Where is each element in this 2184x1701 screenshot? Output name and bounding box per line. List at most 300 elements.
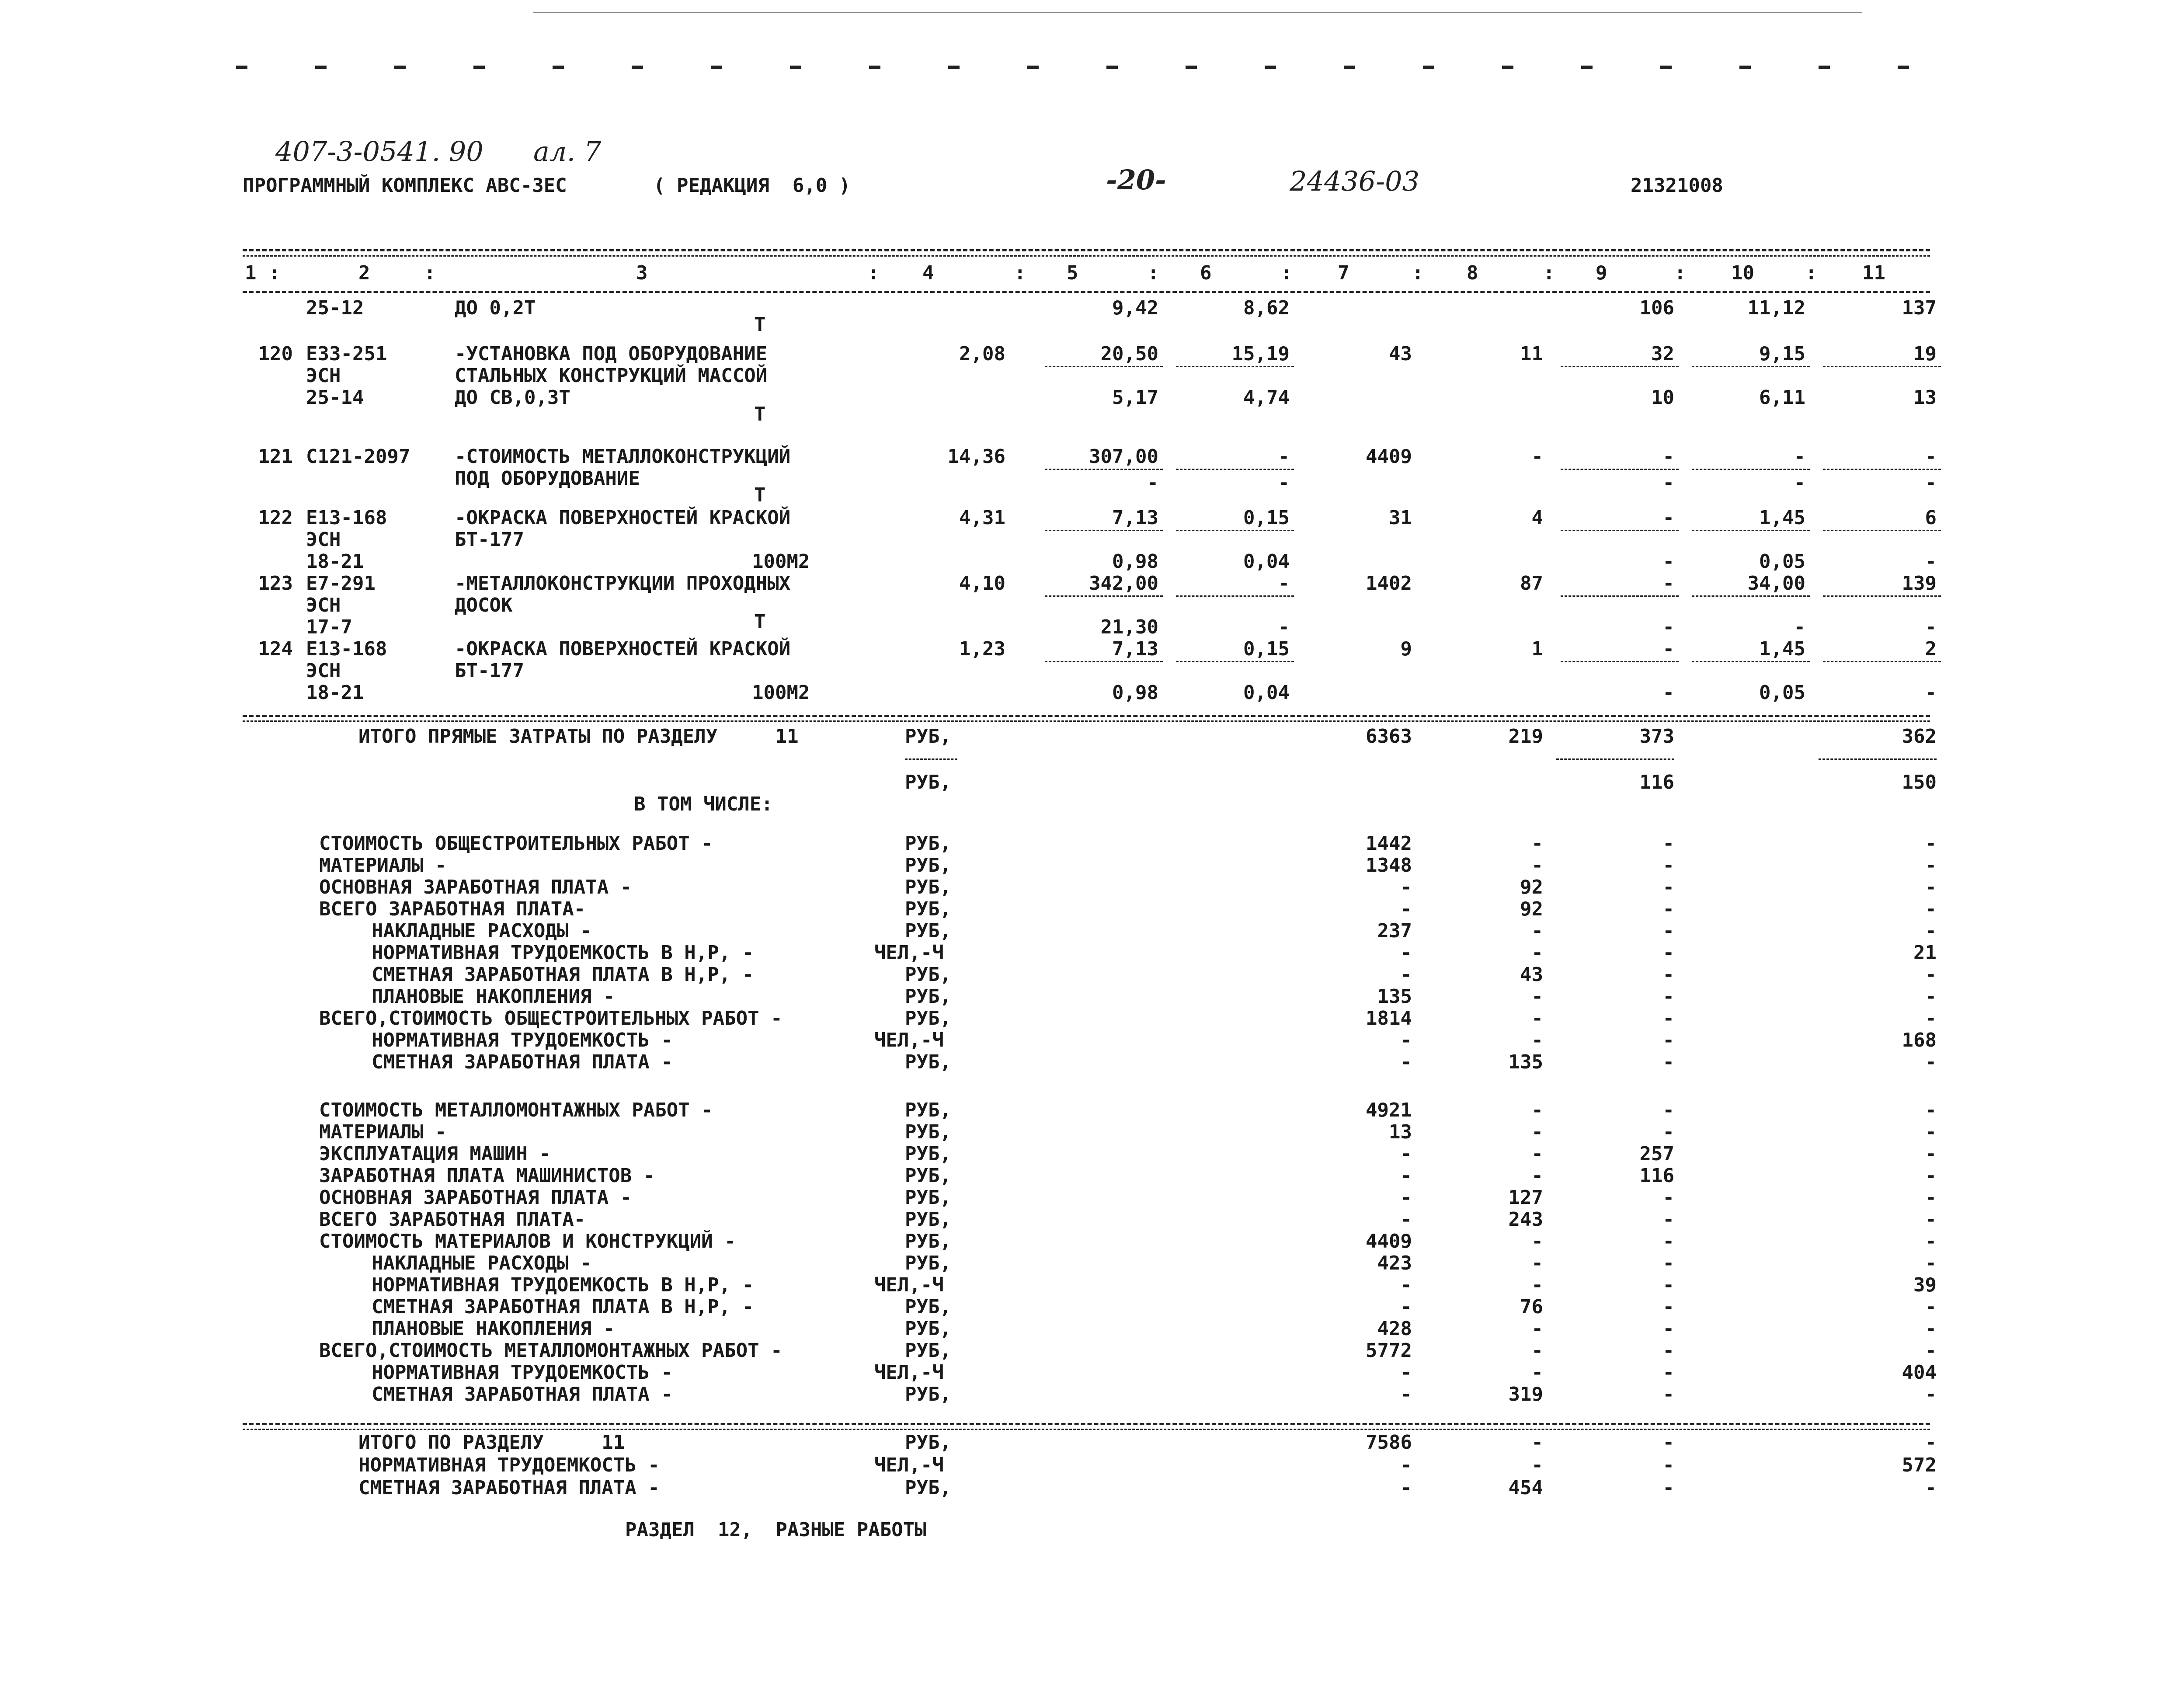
item-description: -СТОИМОСТЬ МЕТАЛЛОКОНСТРУКЦИЙ: [455, 445, 791, 468]
item-unit: Т: [754, 403, 766, 425]
summary-unit: РУБ,: [905, 1252, 951, 1274]
summary-cost: -: [1400, 1383, 1412, 1405]
item-code: ЭСН: [306, 594, 341, 616]
perforation-dash: [632, 66, 643, 69]
summary-label: МАТЕРИАЛЫ -: [319, 854, 447, 877]
summary-label: ВСЕГО,СТОИМОСТЬ МЕТАЛЛОМОНТАЖНЫХ РАБОТ -: [319, 1339, 782, 1362]
summary-cost: -: [1400, 1274, 1412, 1296]
top-edge-line: [533, 12, 1862, 13]
summary-machine: 116: [1639, 1165, 1674, 1187]
summary-labor: -: [1925, 854, 1937, 877]
summary-cost: 428: [1377, 1318, 1412, 1340]
section-total-unit: ЧЕЛ,-Ч: [874, 1454, 944, 1476]
summary-labor: 21: [1913, 942, 1937, 964]
item-number: 120: [258, 343, 293, 365]
summary-unit: РУБ,: [905, 1143, 951, 1165]
program-title: ПРОГРАММНЫЙ КОМПЛЕКС АВС-3ЕС: [243, 174, 567, 197]
item-unit-wage: 0,15: [1243, 507, 1290, 529]
item-unit-wage: 0,04: [1243, 550, 1290, 573]
section-total-wage: 454: [1508, 1477, 1543, 1499]
section-total-unit: РУБ,: [905, 1431, 951, 1454]
direct-costs-c8: 219: [1508, 725, 1543, 748]
summary-labor: -: [1925, 964, 1937, 986]
summary-labor: -: [1925, 1051, 1937, 1073]
summary-machine: -: [1662, 920, 1674, 942]
item-unit-wage: -: [1278, 572, 1290, 595]
perforation-dash: [1344, 66, 1355, 69]
summary-labor: -: [1925, 832, 1937, 855]
perforation-dash: [1898, 66, 1909, 69]
item-description: БТ-177: [455, 660, 524, 682]
summary-label: НОРМАТИВНАЯ ТРУДОЕМКОСТЬ В Н,Р, -: [372, 942, 754, 964]
summary-label: ОСНОВНАЯ ЗАРАБОТНАЯ ПЛАТА -: [319, 876, 632, 898]
summary-labor: -: [1925, 1208, 1937, 1231]
item-unit: Т: [754, 484, 766, 506]
item-quantity: 4,31: [959, 507, 1005, 529]
summary-unit: РУБ,: [905, 1186, 951, 1209]
summary-cost: 237: [1377, 920, 1412, 942]
item-labor-unit: 9,15: [1759, 343, 1805, 365]
summary-cost: -: [1400, 1051, 1412, 1073]
column-separator: :: [1412, 262, 1424, 284]
column-separator: :: [1674, 262, 1686, 284]
item-total-cost: 9: [1400, 638, 1412, 660]
summary-wage: 135: [1508, 1051, 1543, 1073]
summary-machine: -: [1662, 1051, 1674, 1073]
item-total-cost: 4409: [1366, 445, 1412, 468]
summary-machine: -: [1662, 854, 1674, 877]
item-labor-total: -: [1925, 682, 1937, 704]
summary-labor: -: [1925, 1143, 1937, 1165]
direct-costs-c9-underline: [1556, 758, 1674, 760]
summary-wage: -: [1531, 920, 1543, 942]
item-labor-unit: 11,12: [1747, 297, 1805, 319]
item-unit-cost: 5,17: [1112, 386, 1158, 409]
section-total-labor: -: [1925, 1431, 1937, 1454]
item-description: -ОКРАСКА ПОВЕРХНОСТЕЙ КРАСКОЙ: [455, 638, 791, 660]
item-unit-wage: 15,19: [1231, 343, 1290, 365]
item-number: 123: [258, 572, 293, 595]
summary-cost: -: [1400, 1165, 1412, 1187]
cell-underline: [1045, 366, 1163, 367]
summary-unit: РУБ,: [905, 1121, 951, 1143]
item-unit-cost: 21,30: [1100, 616, 1158, 638]
summary-machine: -: [1662, 1186, 1674, 1209]
item-description: -УСТАНОВКА ПОД ОБОРУДОВАНИЕ: [455, 343, 768, 365]
summary-unit: РУБ,: [905, 1383, 951, 1405]
item-labor-total: -: [1925, 550, 1937, 573]
perforation-dash: [790, 66, 801, 69]
summary-wage: -: [1531, 1274, 1543, 1296]
item-unit-cost: 20,50: [1100, 343, 1158, 365]
cell-underline: [1045, 469, 1163, 470]
summary-label: НАКЛАДНЫЕ РАСХОДЫ -: [372, 1252, 592, 1274]
item-total-wage: 11: [1520, 343, 1543, 365]
item-unit-wage: -: [1278, 445, 1290, 468]
summary-labor: -: [1925, 1007, 1937, 1030]
summary-labor: -: [1925, 876, 1937, 898]
summary-machine: -: [1662, 1339, 1674, 1362]
summary-labor: 39: [1913, 1274, 1937, 1296]
item-code: ЭСН: [306, 365, 341, 387]
summary-machine: -: [1662, 1208, 1674, 1231]
summary-machine: 257: [1639, 1143, 1674, 1165]
item-labor-unit: 1,45: [1759, 507, 1805, 529]
perforation-dash: [1265, 66, 1276, 69]
item-unit-cost: -: [1147, 472, 1158, 494]
perforation-dash: [1502, 66, 1513, 69]
summary-machine: -: [1662, 1121, 1674, 1143]
handwritten-doc-code: 407-3-0541. 90: [275, 136, 483, 167]
column-header-9: 9: [1596, 262, 1607, 284]
summary-label: НОРМАТИВНАЯ ТРУДОЕМКОСТЬ -: [372, 1361, 673, 1384]
summary-label: ВСЕГО ЗАРАБОТНАЯ ПЛАТА-: [319, 1208, 586, 1231]
direct-costs-label: ИТОГО ПРЯМЫЕ ЗАТРАТЫ ПО РАЗДЕЛУ 11: [358, 725, 799, 748]
summary-label: МАТЕРИАЛЫ -: [319, 1121, 447, 1143]
item-code: 25-14: [306, 386, 364, 409]
section-total-rule: [243, 1423, 1930, 1425]
summary-unit: ЧЕЛ,-Ч: [874, 942, 944, 964]
item-unit-wage: 0,15: [1243, 638, 1290, 660]
column-separator: :: [1014, 262, 1026, 284]
item-unit-wage: 4,74: [1243, 386, 1290, 409]
document-number: 21321008: [1631, 174, 1723, 197]
summary-unit: ЧЕЛ,-Ч: [874, 1274, 944, 1296]
summary-label: ВСЕГО,СТОИМОСТЬ ОБЩЕСТРОИТЕЛЬНЫХ РАБОТ -: [319, 1007, 782, 1030]
summary-machine: -: [1662, 1296, 1674, 1318]
perforation-dash: [553, 66, 564, 69]
item-unit-wage: -: [1278, 616, 1290, 638]
perforation-dash: [1660, 66, 1672, 69]
section-total-cost: -: [1400, 1477, 1412, 1499]
item-total-machine: -: [1662, 616, 1674, 638]
table-top-rule: [243, 249, 1930, 251]
summary-machine: -: [1662, 964, 1674, 986]
summary-cost: 13: [1389, 1121, 1412, 1143]
summary-unit: РУБ,: [905, 985, 951, 1008]
summary-cost: -: [1400, 898, 1412, 920]
item-code: 18-21: [306, 682, 364, 704]
item-description: БТ-177: [455, 529, 524, 551]
item-total-machine: -: [1662, 572, 1674, 595]
summary-machine: -: [1662, 1007, 1674, 1030]
perforation-dash: [1186, 66, 1197, 69]
item-code: 25-12: [306, 297, 364, 319]
section-total-labor: 572: [1902, 1454, 1937, 1476]
summary-labor: -: [1925, 1252, 1937, 1274]
cell-underline: [1045, 661, 1163, 662]
item-labor-unit: 34,00: [1747, 572, 1805, 595]
perforation-dash: [1423, 66, 1434, 69]
summary-labor: -: [1925, 1339, 1937, 1362]
summary-wage: -: [1531, 1165, 1543, 1187]
cell-underline: [1045, 530, 1163, 531]
perforation-dash: [869, 66, 880, 69]
handwritten-page-number: -20-: [1106, 164, 1166, 196]
summary-unit: РУБ,: [905, 1230, 951, 1252]
item-code: Е7-291: [306, 572, 376, 595]
summary-cost: 135: [1377, 985, 1412, 1008]
item-code: ЭСН: [306, 529, 341, 551]
summary-unit: РУБ,: [905, 1051, 951, 1073]
cell-underline: [1692, 661, 1810, 662]
direct-costs-unit-2: РУБ,: [905, 771, 951, 793]
summary-cost: -: [1400, 1361, 1412, 1384]
item-number: 124: [258, 638, 293, 660]
perforation-dash: [236, 66, 247, 69]
cell-underline: [1176, 661, 1294, 662]
column-header-8: 8: [1467, 262, 1478, 284]
item-total-machine: 106: [1639, 297, 1674, 319]
summary-wage: -: [1531, 1361, 1543, 1384]
section-total-machine: -: [1662, 1454, 1674, 1476]
item-code: 18-21: [306, 550, 364, 573]
item-unit-wage: 0,04: [1243, 682, 1290, 704]
direct-costs-c9-machine: 116: [1639, 771, 1674, 793]
item-total-cost: 43: [1389, 343, 1412, 365]
summary-labor: -: [1925, 1318, 1937, 1340]
summary-labor: -: [1925, 1230, 1937, 1252]
summary-cost: -: [1400, 1208, 1412, 1231]
cell-underline: [1692, 366, 1810, 367]
column-separator: :: [1148, 262, 1159, 284]
item-labor-unit: 0,05: [1759, 682, 1805, 704]
item-total-cost: 31: [1389, 507, 1412, 529]
summary-labor: -: [1925, 1165, 1937, 1187]
item-total-machine: -: [1662, 550, 1674, 573]
cell-underline: [1692, 469, 1810, 470]
summary-wage: -: [1531, 942, 1543, 964]
summary-label: НОРМАТИВНАЯ ТРУДОЕМКОСТЬ -: [372, 1029, 673, 1051]
next-section-heading: РАЗДЕЛ 12, РАЗНЫЕ РАБОТЫ: [625, 1519, 926, 1541]
summary-label: ЭКСПЛУАТАЦИЯ МАШИН -: [319, 1143, 551, 1165]
summary-cost: 4921: [1366, 1099, 1412, 1121]
item-labor-total: 13: [1913, 386, 1937, 409]
column-separator: :: [424, 262, 436, 284]
perforation-dashes: [236, 66, 1923, 74]
summary-label: ОСНОВНАЯ ЗАРАБОТНАЯ ПЛАТА -: [319, 1186, 632, 1209]
cell-underline: [1561, 469, 1679, 470]
item-description: ДО 0,2Т: [455, 297, 536, 319]
summary-label: СМЕТНАЯ ЗАРАБОТНАЯ ПЛАТА -: [372, 1383, 673, 1405]
cell-underline: [1692, 595, 1810, 597]
summary-wage: -: [1531, 1099, 1543, 1121]
summary-wage: -: [1531, 1339, 1543, 1362]
column-header-5: 5: [1067, 262, 1078, 284]
summary-wage: 43: [1520, 964, 1543, 986]
summary-wage: -: [1531, 1007, 1543, 1030]
summary-label: НАКЛАДНЫЕ РАСХОДЫ -: [372, 920, 592, 942]
column-header-4: 4: [922, 262, 934, 284]
column-header-11: 11: [1862, 262, 1885, 284]
summary-wage: 127: [1508, 1186, 1543, 1209]
summary-cost: -: [1400, 1296, 1412, 1318]
summary-wage: 243: [1508, 1208, 1543, 1231]
section-total-unit: РУБ,: [905, 1477, 951, 1499]
cell-underline: [1823, 469, 1941, 470]
cell-underline: [1561, 661, 1679, 662]
summary-unit: РУБ,: [905, 964, 951, 986]
section-total-wage: -: [1531, 1454, 1543, 1476]
section-total-machine: -: [1662, 1477, 1674, 1499]
cell-underline: [1561, 530, 1679, 531]
summary-wage: -: [1531, 1318, 1543, 1340]
items-bottom-rule-2: [243, 720, 1930, 722]
direct-costs-unit-underline: [905, 758, 957, 760]
summary-unit: РУБ,: [905, 1165, 951, 1187]
summary-machine: -: [1662, 985, 1674, 1008]
item-description: -ОКРАСКА ПОВЕРХНОСТЕЙ КРАСКОЙ: [455, 507, 791, 529]
item-description: СТАЛЬНЫХ КОНСТРУКЦИЙ МАССОЙ: [455, 365, 768, 387]
perforation-dash: [315, 66, 327, 69]
summary-cost: 1814: [1366, 1007, 1412, 1030]
item-total-machine: -: [1662, 472, 1674, 494]
direct-costs-c7: 6363: [1366, 725, 1412, 748]
summary-wage: 76: [1520, 1296, 1543, 1318]
summary-machine: -: [1662, 832, 1674, 855]
section-total-label: НОРМАТИВНАЯ ТРУДОЕМКОСТЬ -: [358, 1454, 660, 1476]
summary-unit: РУБ,: [905, 876, 951, 898]
summary-label: ПЛАНОВЫЕ НАКОПЛЕНИЯ -: [372, 1318, 615, 1340]
item-total-wage: 87: [1520, 572, 1543, 595]
item-unit-cost: 307,00: [1089, 445, 1158, 468]
summary-unit: РУБ,: [905, 920, 951, 942]
summary-unit: РУБ,: [905, 898, 951, 920]
summary-unit: РУБ,: [905, 1318, 951, 1340]
summary-cost: -: [1400, 964, 1412, 986]
item-description: ДО СВ,0,3Т: [455, 386, 570, 409]
summary-wage: -: [1531, 1029, 1543, 1051]
perforation-dash: [1819, 66, 1830, 69]
item-labor-total: 6: [1925, 507, 1937, 529]
perforation-dash: [473, 66, 485, 69]
summary-labor: -: [1925, 1099, 1937, 1121]
perforation-dash: [1581, 66, 1593, 69]
perforation-dash: [711, 66, 722, 69]
summary-labor: 168: [1902, 1029, 1937, 1051]
item-description: ДОСОК: [455, 594, 513, 616]
handwritten-reference: 24436-03: [1290, 165, 1420, 197]
column-separator: :: [269, 262, 281, 284]
item-code: 17-7: [306, 616, 352, 638]
summary-label: СТОИМОСТЬ МЕТАЛЛОМОНТАЖНЫХ РАБОТ -: [319, 1099, 713, 1121]
summary-wage: -: [1531, 1230, 1543, 1252]
item-labor-total: 139: [1902, 572, 1937, 595]
column-separator: :: [1543, 262, 1555, 284]
direct-costs-c11-machine: 150: [1902, 771, 1937, 793]
section-total-label: ИТОГО ПО РАЗДЕЛУ 11: [358, 1431, 625, 1454]
perforation-dash: [1027, 66, 1039, 69]
item-labor-total: 137: [1902, 297, 1937, 319]
summary-label: СМЕТНАЯ ЗАРАБОТНАЯ ПЛАТА В Н,Р, -: [372, 964, 754, 986]
cell-underline: [1045, 595, 1163, 597]
item-unit-cost: 7,13: [1112, 507, 1158, 529]
column-header-6: 6: [1200, 262, 1212, 284]
section-total-label: СМЕТНАЯ ЗАРАБОТНАЯ ПЛАТА -: [358, 1477, 660, 1499]
item-labor-unit: 6,11: [1759, 386, 1805, 409]
column-header-2: 2: [358, 262, 370, 284]
program-edition: ( РЕДАКЦИЯ 6,0 ): [654, 174, 851, 197]
summary-wage: 92: [1520, 876, 1543, 898]
item-total-cost: 1402: [1366, 572, 1412, 595]
item-unit-wage: -: [1278, 472, 1290, 494]
summary-cost: 5772: [1366, 1339, 1412, 1362]
summary-labor: -: [1925, 1186, 1937, 1209]
summary-labor: 404: [1902, 1361, 1937, 1384]
item-total-wage: 4: [1531, 507, 1543, 529]
summary-labor: -: [1925, 1121, 1937, 1143]
item-code: Е13-168: [306, 507, 387, 529]
summary-labor: -: [1925, 920, 1937, 942]
header-bottom-rule: [243, 291, 1930, 293]
item-total-machine: -: [1662, 507, 1674, 529]
summary-machine: -: [1662, 876, 1674, 898]
item-unit-cost: 7,13: [1112, 638, 1158, 660]
perforation-dash: [1106, 66, 1118, 69]
item-code: Е13-168: [306, 638, 387, 660]
cell-underline: [1561, 366, 1679, 367]
summary-unit: РУБ,: [905, 854, 951, 877]
item-unit-cost: 9,42: [1112, 297, 1158, 319]
item-total-machine: -: [1662, 445, 1674, 468]
summary-label: НОРМАТИВНАЯ ТРУДОЕМКОСТЬ В Н,Р, -: [372, 1274, 754, 1296]
summary-wage: -: [1531, 1121, 1543, 1143]
cell-underline: [1692, 530, 1810, 531]
summary-machine: -: [1662, 1099, 1674, 1121]
cell-underline: [1823, 595, 1941, 597]
summary-cost: 1442: [1366, 832, 1412, 855]
item-labor-unit: 0,05: [1759, 550, 1805, 573]
summary-label: ВСЕГО ЗАРАБОТНАЯ ПЛАТА-: [319, 898, 586, 920]
summary-unit: РУБ,: [905, 1208, 951, 1231]
cell-underline: [1176, 469, 1294, 470]
summary-cost: -: [1400, 1143, 1412, 1165]
cell-underline: [1561, 595, 1679, 597]
summary-unit: РУБ,: [905, 1339, 951, 1362]
including-label: В ТОМ ЧИСЛЕ:: [634, 793, 773, 815]
item-labor-unit: 1,45: [1759, 638, 1805, 660]
item-labor-unit: -: [1794, 472, 1805, 494]
table-top-rule-2: [243, 255, 1930, 257]
direct-costs-c9: 373: [1639, 725, 1674, 748]
cell-underline: [1823, 661, 1941, 662]
summary-cost: -: [1400, 876, 1412, 898]
item-labor-total: 19: [1913, 343, 1937, 365]
summary-wage: 92: [1520, 898, 1543, 920]
item-number: 122: [258, 507, 293, 529]
summary-cost: 4409: [1366, 1230, 1412, 1252]
summary-machine: -: [1662, 1383, 1674, 1405]
column-header-1: 1: [245, 262, 257, 284]
summary-cost: 423: [1377, 1252, 1412, 1274]
summary-label: СТОИМОСТЬ МАТЕРИАЛОВ И КОНСТРУКЦИЙ -: [319, 1230, 736, 1252]
item-total-machine: -: [1662, 638, 1674, 660]
column-header-7: 7: [1338, 262, 1349, 284]
direct-costs-c11: 362: [1902, 725, 1937, 748]
section-total-cost: -: [1400, 1454, 1412, 1476]
column-separator: :: [1805, 262, 1817, 284]
item-total-machine: -: [1662, 682, 1674, 704]
column-header-10: 10: [1731, 262, 1754, 284]
summary-labor: -: [1925, 985, 1937, 1008]
summary-unit: РУБ,: [905, 1007, 951, 1030]
summary-machine: -: [1662, 1230, 1674, 1252]
summary-label: ПЛАНОВЫЕ НАКОПЛЕНИЯ -: [372, 985, 615, 1008]
cell-underline: [1176, 595, 1294, 597]
section-total-cost: 7586: [1366, 1431, 1412, 1454]
column-separator: :: [1281, 262, 1293, 284]
cell-underline: [1176, 366, 1294, 367]
